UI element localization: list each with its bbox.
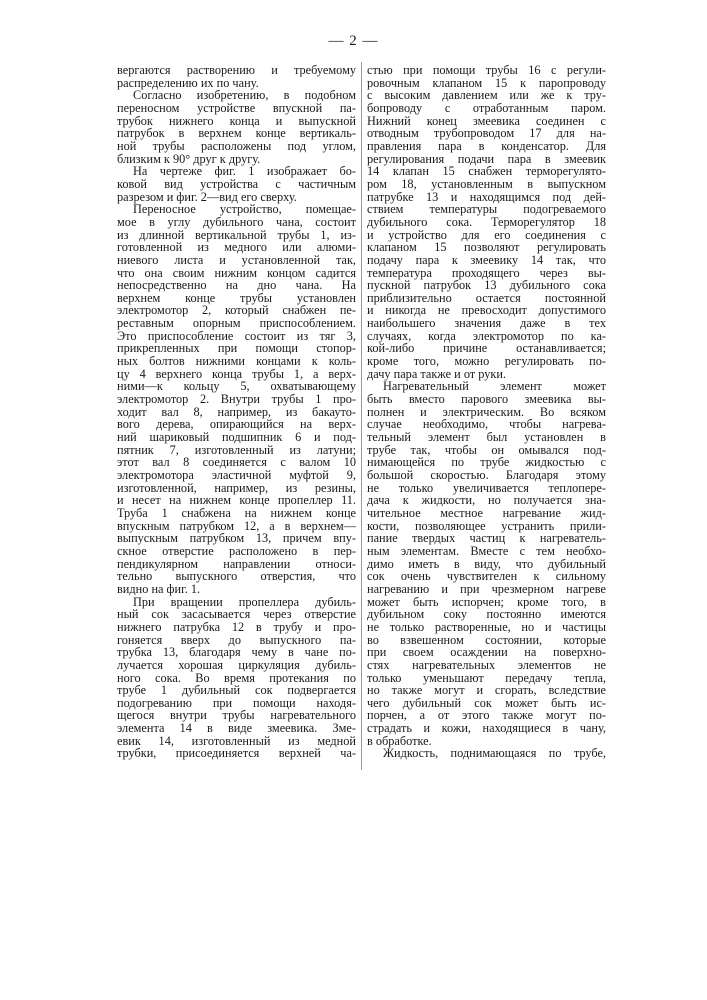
text-line: кой-либо причине останавливается;	[367, 342, 606, 355]
text-line: распределению их по чану.	[117, 77, 356, 90]
text-line: ствием температуры подогреваемого	[367, 203, 606, 216]
text-line: температура проходящего через вы-	[367, 267, 606, 280]
text-line: но также могут и сгорать, вследствие	[367, 684, 606, 697]
text-line: цу 4 верхнего конца трубы 1, а верх-	[117, 368, 356, 381]
text-line: наибольшего значения даже в тех	[367, 317, 606, 330]
text-line: электромотор 2. Внутри трубы 1 про-	[117, 393, 356, 406]
text-line: переносном устройстве впускной па-	[117, 102, 356, 115]
text-line: только уменьшают передачу тепла,	[367, 672, 606, 685]
text-line: полнен и электрическим. Во всяком	[367, 406, 606, 419]
text-line: тельно выпускного отверстия, что	[117, 570, 356, 583]
text-line: пендикулярном направлении относи-	[117, 558, 356, 571]
text-line: что она своим нижним концом садится	[117, 267, 356, 280]
text-line: отводным трубопроводом 17 для на-	[367, 127, 606, 140]
text-line: стью при помощи трубы 16 с регули-	[367, 64, 606, 77]
text-line: сок очень чувствителен к сильному	[367, 570, 606, 583]
text-line: нижнего патрубка 12 в трубу и про-	[117, 621, 356, 634]
text-line: видно на фиг. 1.	[117, 583, 356, 596]
text-line: дубильного сока. Терморегулятор 18	[367, 216, 606, 229]
text-line: не только увеличивается теплопере-	[367, 482, 606, 495]
text-line: приблизительно остается постоянной	[367, 292, 606, 305]
text-line: мое в углу дубильного чана, состоит	[117, 216, 356, 229]
text-line: кости, позволяющее устранить прили-	[367, 520, 606, 533]
text-line: быть вместо парового змеевика вы-	[367, 393, 606, 406]
text-line: готовленной из медного или алюми-	[117, 241, 356, 254]
text-line: лучается хорошая циркуляция дубиль-	[117, 659, 356, 672]
text-line: скное отверстие расположено в пер-	[117, 545, 356, 558]
text-line: электромотора эластичной муфтой 9,	[117, 469, 356, 482]
text-line: ходит вал 8, например, из бакауто-	[117, 406, 356, 419]
column-divider	[361, 62, 362, 770]
text-line: ных болтов нижними концами к коль-	[117, 355, 356, 368]
paragraph	[117, 203, 356, 595]
text-line: может быть испорчен; кроме того, в	[367, 596, 606, 609]
text-line: ниевого листа и установленной так,	[117, 254, 356, 267]
text-line: при своем осаждении на поверхно-	[367, 646, 606, 659]
text-line: прикрепленных при помощи стопор-	[117, 342, 356, 355]
text-line: и несет на нижнем конце пропеллер 11.	[117, 494, 356, 507]
text-line: близким к 90° друг к другу.	[117, 153, 356, 166]
text-line: Жидкость, поднимающаяся по трубе,	[367, 747, 606, 760]
text-line: евик 14, изготовленный из медной	[117, 735, 356, 748]
text-line: ного сока. Во время протекания по	[117, 672, 356, 685]
text-line: нимающейся по трубе жидкостью с	[367, 456, 606, 469]
text-line: непосредственно на дно чана. На	[117, 279, 356, 292]
text-line: трубка 13, благодаря чему в чане по-	[117, 646, 356, 659]
text-line: пускной патрубок 13 дубильного сока	[367, 279, 606, 292]
text-line: Нижний конец змеевика соединен с	[367, 115, 606, 128]
text-line: стях нагревательных элементов не	[367, 659, 606, 672]
text-line: элемента 14 в виде змеевика. Зме-	[117, 722, 356, 735]
text-column-left	[117, 64, 356, 760]
text-line: вого дерева, опирающийся на верх-	[117, 418, 356, 431]
text-line: этот вал 8 соединяется с валом 10	[117, 456, 356, 469]
text-line: электромотор 2, который снабжен пе-	[117, 304, 356, 317]
text-line: Согласно изобретению, в подобном	[117, 89, 356, 102]
text-line: подачу пара к змеевику 14 так, что	[367, 254, 606, 267]
paragraph	[117, 64, 356, 89]
text-line: из длинной вертикальной трубы 1, из-	[117, 229, 356, 242]
text-line: патрубке 13 и находящимся под дей-	[367, 191, 606, 204]
text-line: чего дубильный сок может быть ис-	[367, 697, 606, 710]
page-number: — 2 —	[0, 33, 707, 50]
text-line: На чертеже фиг. 1 изображает бо-	[117, 165, 356, 178]
text-line: бопроводу с отработанным паром.	[367, 102, 606, 115]
text-line: большой скоростью. Благодаря этому	[367, 469, 606, 482]
text-line: реставным опорным приспособлением.	[117, 317, 356, 330]
text-line: ный сок засасывается через отверстие	[117, 608, 356, 621]
text-line: порчен, а от этого также могут по-	[367, 709, 606, 722]
text-line: не только растворенные, но и частицы	[367, 621, 606, 634]
text-line: в обработке.	[367, 735, 606, 748]
text-line: ними—к кольцу 5, охватывающему	[117, 380, 356, 393]
text-line: трубок нижнего конца и выпускной	[117, 115, 356, 128]
text-line: ным элементам. Вместе с тем необхо-	[367, 545, 606, 558]
paragraph	[117, 596, 356, 761]
paragraph	[117, 165, 356, 203]
text-line: ковой вид устройства с частичным	[117, 178, 356, 191]
text-line: верхнем конце трубы установлен	[117, 292, 356, 305]
text-line: Это приспособление состоит из тяг 3,	[117, 330, 356, 343]
text-line: и устройство для его соединения с	[367, 229, 606, 242]
paragraph	[117, 89, 356, 165]
text-line: вергаются растворению и требуемому	[117, 64, 356, 77]
text-line: пание твердых частиц к нагреватель-	[367, 532, 606, 545]
text-line: подогреванию при помощи находя-	[117, 697, 356, 710]
text-line: ний шариковый подшипник 6 и под-	[117, 431, 356, 444]
text-line: случае необходимо, чтобы нагрева-	[367, 418, 606, 431]
text-line: гоняется вверх до выпускного па-	[117, 634, 356, 647]
text-line: дачу пара также и от руки.	[367, 368, 606, 381]
text-line: ром 18, установленным в выпускном	[367, 178, 606, 191]
text-line: трубки, присоединяется верхней ча-	[117, 747, 356, 760]
text-line: дубильном соку постоянно имеются	[367, 608, 606, 621]
text-line: ровочным клапаном 15 к паропроводу	[367, 77, 606, 90]
text-line: случаях, когда электромотор по ка-	[367, 330, 606, 343]
text-line: нагреванию и при чрезмерном нагреве	[367, 583, 606, 596]
text-line: дача к жидкости, но получается зна-	[367, 494, 606, 507]
text-line: Труба 1 снабжена на нижнем конце	[117, 507, 356, 520]
text-line: кроме того, можно регулировать по-	[367, 355, 606, 368]
paragraph	[367, 747, 606, 760]
text-line: пятник 7, изготовленный из латуни;	[117, 444, 356, 457]
text-line: 14 клапан 15 снабжен терморегулято-	[367, 165, 606, 178]
text-line: трубе 1 дубильный сок подвергается	[117, 684, 356, 697]
paragraph	[367, 380, 606, 747]
text-line: При вращении пропеллера дубиль-	[117, 596, 356, 609]
text-line: правления пара в конденсатор. Для	[367, 140, 606, 153]
text-line: изготовленной, например, из резины,	[117, 482, 356, 495]
text-line: трубе так, чтобы он омывался под-	[367, 444, 606, 457]
text-line: клапаном 15 позволяют регулировать	[367, 241, 606, 254]
text-line: страдать и кожи, находящиеся в чану,	[367, 722, 606, 735]
text-line: чительное местное нагревание жид-	[367, 507, 606, 520]
text-line: тельный элемент был установлен в	[367, 431, 606, 444]
text-line: и никогда не превосходит допустимого	[367, 304, 606, 317]
text-line: разрезом и фиг. 2—вид его сверху.	[117, 191, 356, 204]
text-line: димо иметь в виду, что дубильный	[367, 558, 606, 571]
text-line: щегося внутри трубы нагревательного	[117, 709, 356, 722]
text-column-right	[367, 64, 606, 760]
text-line: выпускным патрубком 13, причем впу-	[117, 532, 356, 545]
paragraph	[367, 64, 606, 380]
text-line: ной трубы расположены под углом,	[117, 140, 356, 153]
text-line: Нагревательный элемент может	[367, 380, 606, 393]
text-line: Переносное устройство, помещае-	[117, 203, 356, 216]
text-line: впускным патрубком 12, а в верхнем—	[117, 520, 356, 533]
text-line: регулирования подачи пара в змеевик	[367, 153, 606, 166]
text-line: во взвешенном состоянии, которые	[367, 634, 606, 647]
text-line: патрубок в верхнем конце вертикаль-	[117, 127, 356, 140]
text-line: с высоким давлением или же к тру-	[367, 89, 606, 102]
